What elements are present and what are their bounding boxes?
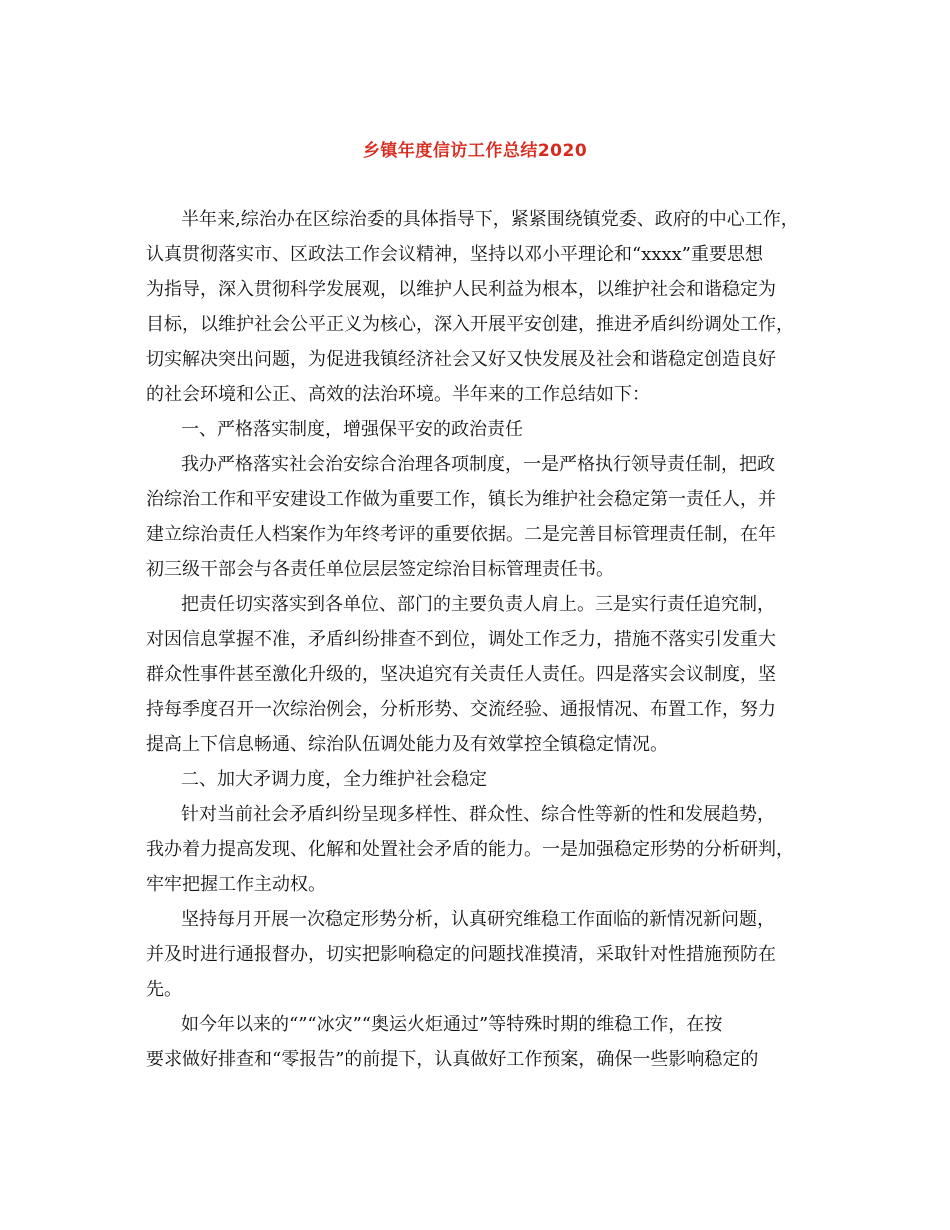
paragraph-line: 对因信息掌握不准，矛盾纠纷排查不到位，调处工作乏力，措施不落实引发重大	[146, 629, 776, 650]
paragraph-line: 的社会环境和公正、高效的法治环境。半年来的工作总结如下：	[146, 384, 650, 405]
paragraph-line: 建立综治责任人档案作为年终考评的重要依据。二是完善目标管理责任制，在年	[146, 524, 776, 545]
section-heading: 二、加大矛调力度，全力维护社会稳定	[181, 769, 487, 790]
paragraph-line: 牢牢把握工作主动权。	[146, 874, 326, 895]
paragraph-line: 认真贯彻落实市、区政法工作会议精神，坚持以邓小平理论和“xxxx”重要思想	[146, 244, 764, 265]
paragraph-line: 把责任切实落实到各单位、部门的主要负责人肩上。三是实行责任追究制，	[181, 594, 775, 615]
paragraph-line: 如今年以来的“”“冰灾”“奥运火炬通过”等特殊时期的维稳工作，在按	[181, 1014, 723, 1035]
paragraph-line: 我办着力提高发现、化解和处置社会矛盾的能力。一是加强稳定形势的分析研判，	[146, 839, 794, 860]
paragraph-line: 为指导，深入贯彻科学发展观，以维护人民利益为根本，以维护社会和谐稳定为	[146, 279, 776, 300]
paragraph-line: 初三级干部会与各责任单位层层签定综治目标管理责任书。	[146, 559, 614, 580]
paragraph-line: 持每季度召开一次综治例会，分析形势、交流经验、通报情况、布置工作，努力	[146, 699, 776, 720]
paragraph-line: 先。	[146, 979, 182, 1000]
paragraph-line: 目标，以维护社会公平正义为核心，深入开展平安创建，推进矛盾纠纷调处工作，	[146, 314, 794, 335]
paragraph-line: 要求做好排查和“零报告”的前提下，认真做好工作预案，确保一些影响稳定的	[146, 1049, 759, 1070]
paragraph-line: 切实解决突出问题，为促进我镇经济社会又好又快发展及社会和谐稳定创造良好	[146, 349, 776, 370]
paragraph-line: 半年来,综治办在区综治委的具体指导下，紧紧围绕镇党委、政府的中心工作，	[181, 209, 799, 230]
paragraph-line: 提高上下信息畅通、综治队伍调处能力及有效掌控全镇稳定情况。	[146, 734, 668, 755]
paragraph-line: 针对当前社会矛盾纠纷呈现多样性、群众性、综合性等新的性和发展趋势，	[181, 804, 775, 825]
paragraph-line: 治综治工作和平安建设工作做为重要工作，镇长为维护社会稳定第一责任人，并	[146, 489, 776, 510]
document-title: 乡镇年度信访工作总结2020	[362, 141, 588, 161]
paragraph-line: 群众性事件甚至激化升级的，坚决追究有关责任人责任。四是落实会议制度，坚	[146, 664, 776, 685]
section-heading: 一、严格落实制度，增强保平安的政治责任	[181, 419, 523, 440]
paragraph-line: 我办严格落实社会治安综合治理各项制度，一是严格执行领导责任制，把政	[181, 454, 775, 475]
paragraph-line: 并及时进行通报督办，切实把影响稳定的问题找准摸清，采取针对性措施预防在	[146, 944, 776, 965]
paragraph-line: 坚持每月开展一次稳定形势分析，认真研究维稳工作面临的新情况新问题，	[181, 909, 775, 930]
